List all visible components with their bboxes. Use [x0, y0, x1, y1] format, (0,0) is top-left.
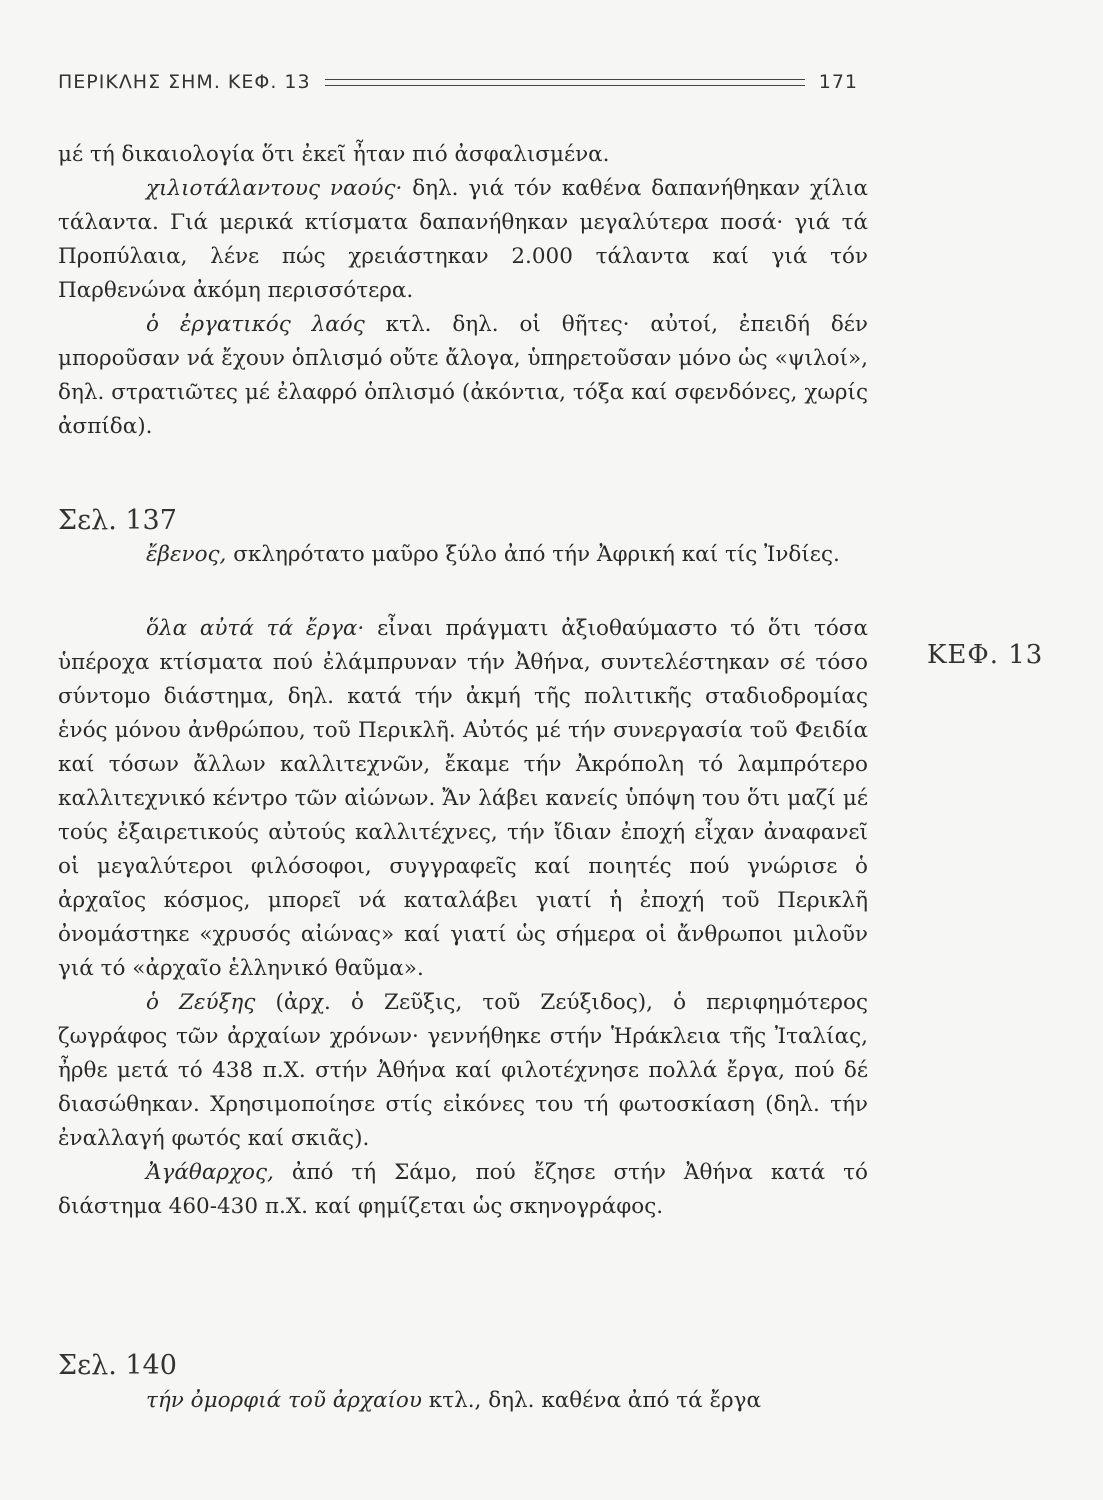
note-text: δηλ. γιά τόν καθένα δαπανήθηκαν χίλια τάλαντα. Γιά μερικά κτίσματα δαπανήθηκαν μεγαλύτερα ποσά· γιά τά Προπύλαια, λένε πώς χρειάστηκαν 2.000 τάλαντα καί γιά τόν Παρθενώνα ἀκόμη περισσότερα. — [58, 176, 868, 303]
section-137-notes — [58, 538, 868, 1224]
note-paragraph — [58, 1156, 868, 1224]
text-block-continued — [58, 138, 868, 444]
note-term: χιλιοτάλαντους ναούς· — [146, 176, 403, 201]
note-term: τήν ὀμορφιά τοῦ ἀρχαίου — [146, 1388, 422, 1413]
margin-chapter-note: ΚΕΦ. 13 — [927, 640, 1044, 670]
note-paragraph — [58, 612, 868, 986]
note-text: σκληρότατο μαῦρο ξύλο ἀπό τήν Ἀφρική καί τίς Ἰνδίες. — [226, 542, 840, 567]
note-term: ὅλα αὐτά τά ἔργα· — [146, 616, 365, 641]
note-text: ἀπό τή Σάμο, πού ἔζησε στήν Ἀθήνα κατά τό διάστημα 460-430 π.Χ. καί φημίζεται ὡς σκηνογράφος. — [58, 1160, 868, 1219]
header-double-rule — [325, 79, 805, 86]
running-header — [58, 62, 858, 102]
section-heading: Σελ. 137 — [58, 505, 177, 536]
note-paragraph — [58, 172, 868, 308]
note-term: Ἀγάθαρχος, — [146, 1160, 274, 1185]
note-text: κτλ. δηλ. οἱ θῆτες· αὐτοί, ἐπειδή δέν μποροῦσαν νά ἔχουν ὁπλισμό οὔτε ἄλογα, ὑπηρετοῦσαν μόνο ὡς «ψιλοί», δηλ. στρατιῶτες μέ ἐλαφρό ὁπλισμό (ἀκόντια, τόξα καί σφενδόνες, χωρίς ἀσπίδα). — [58, 312, 868, 439]
note-text: κτλ., δηλ. καθένα ἀπό τά ἔργα — [421, 1388, 762, 1413]
note-term: ὁ ἐργατικός λαός — [146, 312, 365, 337]
running-title: ΠΕΡΙΚΛΗΣ ΣΗΜ. ΚΕΦ. 13 — [58, 71, 311, 93]
section-140-notes — [58, 1384, 868, 1418]
note-paragraph — [58, 986, 868, 1156]
note-term: ἔβενος, — [146, 542, 227, 567]
note-text: εἶναι πράγματι ἀξιοθαύμαστο τό ὅτι τόσα ὑπέροχα κτίσματα πού ἐλάμπρυναν τήν Ἀθήνα, συντελέστηκαν σέ τόσο σύντομο διάστημα, δηλ. κατά τήν ἀκμή τῆς πολιτικῆς σταδιοδρομίας ἑνός μόνου ἀνθρώπου, τοῦ Περικλῆ. Αὐτός μέ τήν συνεργασία τοῦ Φειδία καί τόσων ἄλλων καλλιτεχνῶν, ἔκαμε τήν Ἀκρόπολη τό λαμπρότερο καλλιτεχνικό κέντρο τῶν αἰώνων. Ἄν λάβει κανείς ὑπόψη του ὅτι μαζί μέ τούς ἐξαιρετικούς αὐτούς καλλιτέχνες, τήν ἴδιαν ἐποχή εἶχαν ἀναφανεῖ οἱ μεγαλύτεροι φιλόσοφοι, συγγραφεῖς καί ποιητές πού γνώρισε ὁ ἀρχαῖος κόσμος, μπορεῖ νά καταλάβει γιατί ἡ ἐποχή τοῦ Περικλῆ ὀνομάστηκε «χρυσός αἰώνας» καί γιατί ὡς σήμερα οἱ ἄνθρωποι μιλοῦν γιά τό «ἀρχαῖο ἑλληνικό θαῦμα». — [58, 616, 869, 981]
page-number: 171 — [818, 71, 858, 93]
note-paragraph — [58, 538, 868, 572]
section-heading: Σελ. 140 — [58, 1350, 177, 1381]
note-paragraph — [58, 308, 868, 444]
note-term: ὁ Ζεύξης — [146, 990, 256, 1015]
note-paragraph — [58, 1384, 868, 1418]
continued-line: μέ τή δικαιολογία ὅτι ἐκεῖ ἦταν πιό ἀσφαλισμένα. — [58, 142, 610, 167]
note-text: (ἀρχ. ὁ Ζεῦξις, τοῦ Ζεύξιδος), ὁ περιφημότερος ζωγράφος τῶν ἀρχαίων χρόνων· γεννήθηκε στήν Ἡράκλεια τῆς Ἰταλίας, ἦρθε μετά τό 438 π.Χ. στήν Ἀθήνα καί φιλοτέχνησε πολλά ἔργα, πού δέ διασώθηκαν. Χρησιμοποίησε στίς εἰκόνες του τή φωτοσκίαση (δηλ. τήν ἐναλλαγή φωτός καί σκιᾶς). — [58, 990, 868, 1151]
